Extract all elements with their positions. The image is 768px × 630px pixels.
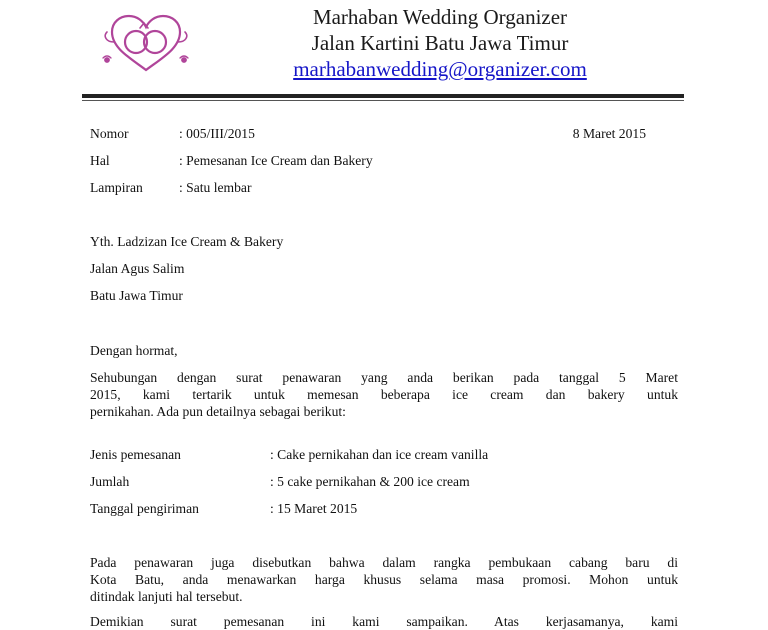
paragraph-line: Pada penawaran juga disebutkan bahwa dalam rangka pembukaan cabang baru di xyxy=(90,555,678,570)
detail-value: : Cake pernikahan dan ice cream vanilla xyxy=(270,447,489,462)
recipient-city: Batu Jawa Timur xyxy=(90,288,183,303)
org-name: Marhaban Wedding Organizer xyxy=(312,5,568,29)
meta-row-nomor xyxy=(90,125,650,143)
org-email-link[interactable]: marhabanwedding@organizer.com xyxy=(293,57,587,81)
lampiran-label: Lampiran xyxy=(90,180,143,195)
hal-label: Hal xyxy=(90,153,110,168)
header-divider-thin xyxy=(82,100,684,101)
detail-row xyxy=(90,446,650,464)
detail-row xyxy=(90,473,650,491)
detail-value: : 15 Maret 2015 xyxy=(270,501,358,516)
recipient-name: Yth. Ladzizan Ice Cream & Bakery xyxy=(90,234,284,249)
paragraph-line: 2015, kami tertarik untuk memesan beberapa ice cream dan bakery untuk xyxy=(90,387,678,402)
detail-label: Tanggal pengiriman xyxy=(90,501,199,516)
letter-date: 8 Maret 2015 xyxy=(572,126,646,141)
greeting: Dengan hormat, xyxy=(90,343,178,358)
wedding-rings-heart-logo xyxy=(100,12,192,74)
detail-label: Jenis pemesanan xyxy=(90,447,181,462)
org-address: Jalan Kartini Batu Jawa Timur xyxy=(311,31,569,55)
meta-row-hal xyxy=(90,152,650,170)
nomor-label: Nomor xyxy=(90,126,129,141)
meta-row-lampiran xyxy=(90,179,650,197)
paragraph-2 xyxy=(90,554,678,605)
hal-value: : Pemesanan Ice Cream dan Bakery xyxy=(179,153,373,168)
paragraph-3 xyxy=(90,613,678,630)
paragraph-1 xyxy=(90,369,678,420)
paragraph-line: Kota Batu, anda menawarkan harga khusus selama masa promosi. Mohon untuk xyxy=(90,572,678,587)
detail-value: : 5 cake pernikahan & 200 ice cream xyxy=(270,474,470,489)
letterhead xyxy=(240,4,640,82)
nomor-value: : 005/III/2015 xyxy=(179,126,255,141)
recipient-street: Jalan Agus Salim xyxy=(90,261,185,276)
paragraph-line: Sehubungan dengan surat penawaran yang anda berikan pada tanggal 5 Maret xyxy=(90,370,678,385)
paragraph-line: ditindak lanjuti hal tersebut. xyxy=(90,589,243,604)
paragraph-line: Demikian surat pemesanan ini kami sampaikan. Atas kerjasamanya, kami xyxy=(90,614,678,629)
header-divider-thick xyxy=(82,94,684,98)
lampiran-value: : Satu lembar xyxy=(179,180,252,195)
detail-label: Jumlah xyxy=(90,474,130,489)
paragraph-line: pernikahan. Ada pun detailnya sebagai berikut: xyxy=(90,404,346,419)
detail-row xyxy=(90,500,650,518)
